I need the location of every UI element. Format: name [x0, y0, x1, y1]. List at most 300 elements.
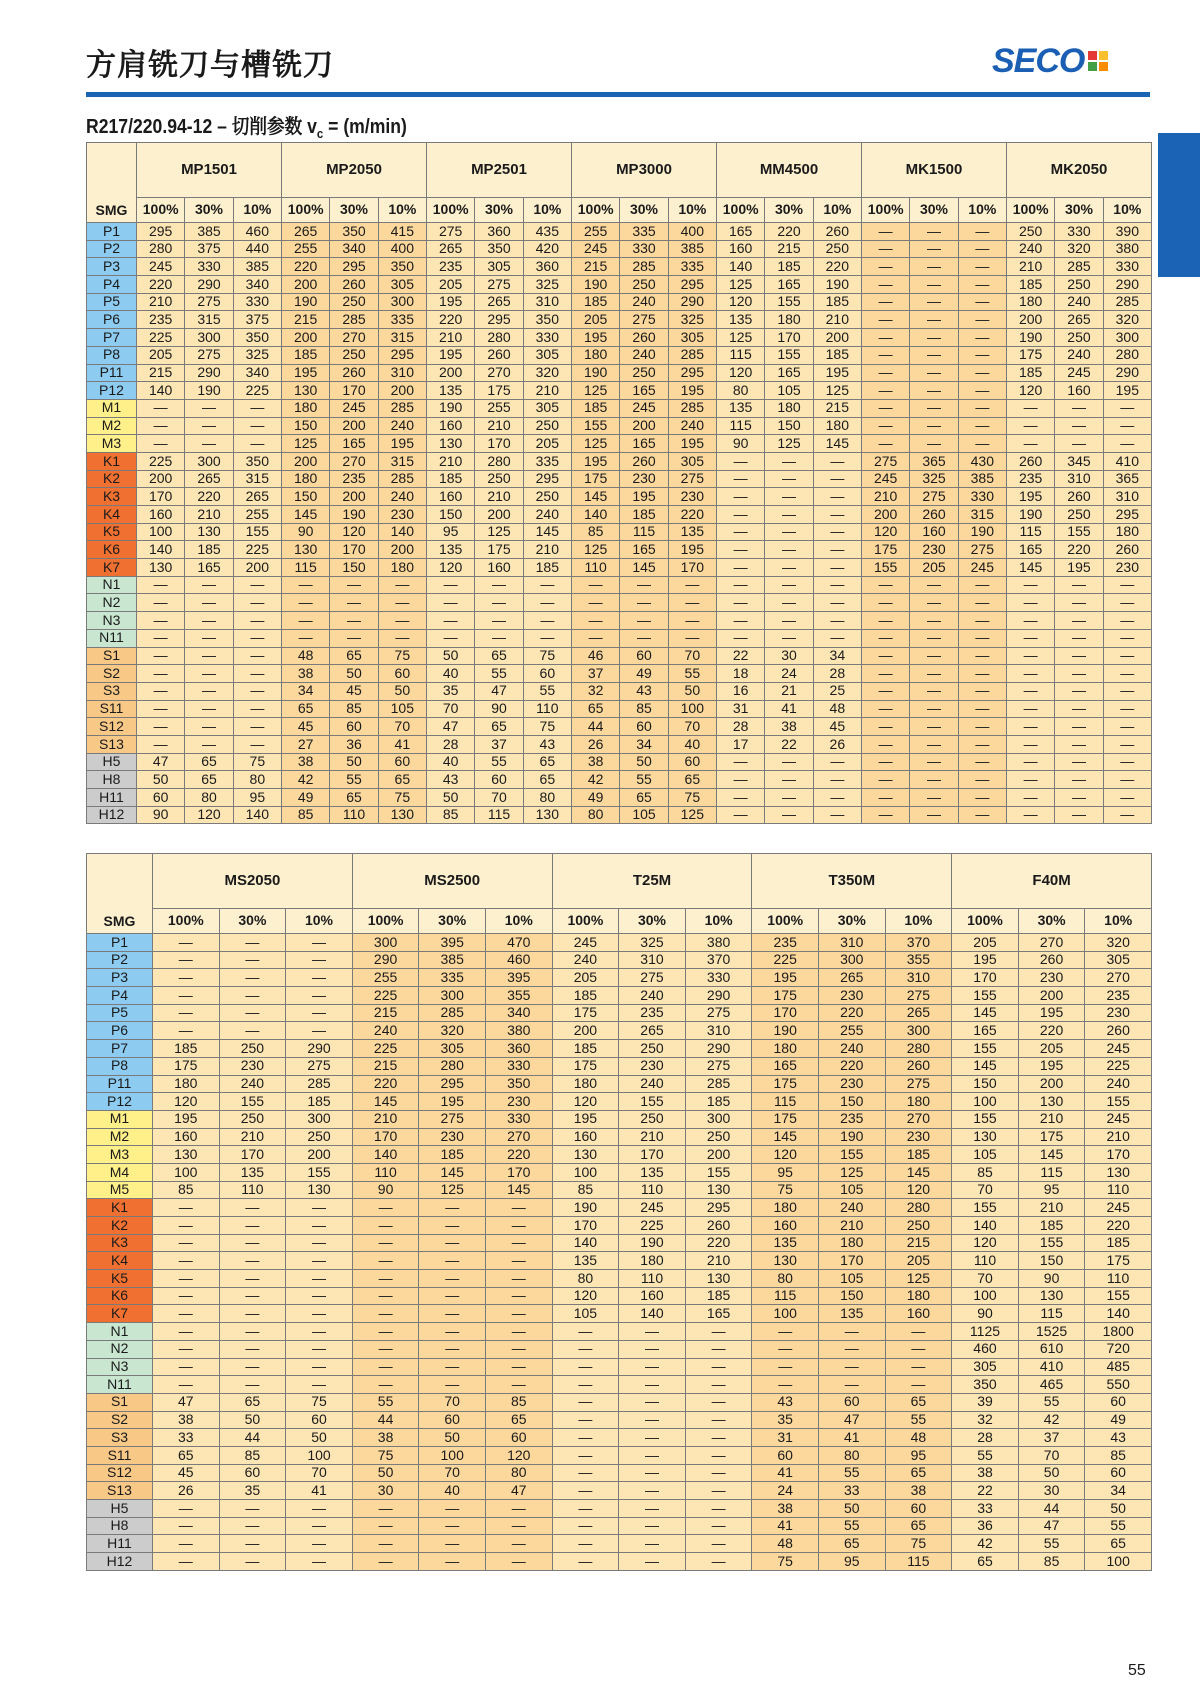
- speed-cell: 65: [185, 771, 233, 789]
- speed-cell: 85: [153, 1181, 220, 1199]
- speed-cell: —: [1006, 399, 1054, 417]
- speed-cell: 275: [619, 969, 686, 987]
- speed-cell: 95: [818, 1553, 885, 1571]
- table-row: [87, 1252, 1152, 1270]
- speed-cell: —: [958, 293, 1006, 311]
- engagement-percent-header: 10%: [286, 909, 353, 934]
- speed-cell: 330: [185, 258, 233, 276]
- speed-cell: —: [885, 1358, 952, 1376]
- engagement-percent-header: 30%: [185, 198, 233, 223]
- smg-cell: P2: [87, 240, 137, 258]
- speed-cell: 270: [885, 1110, 952, 1128]
- speed-cell: 460: [233, 223, 281, 241]
- smg-cell: S3: [87, 682, 137, 700]
- speed-cell: —: [862, 718, 910, 736]
- speed-cell: 150: [427, 506, 475, 524]
- speed-cell: 185: [153, 1040, 220, 1058]
- speed-cell: 130: [1018, 1093, 1085, 1111]
- speed-cell: 60: [523, 665, 571, 683]
- speed-cell: —: [352, 1234, 419, 1252]
- speed-cell: —: [813, 559, 861, 577]
- speed-cell: 120: [752, 1146, 819, 1164]
- speed-cell: —: [765, 789, 813, 807]
- speed-cell: 41: [752, 1464, 819, 1482]
- engagement-percent-header: 30%: [419, 909, 486, 934]
- speed-cell: 205: [885, 1252, 952, 1270]
- speed-cell: 50: [286, 1429, 353, 1447]
- speed-cell: —: [958, 647, 1006, 665]
- speed-cell: 80: [485, 1464, 552, 1482]
- speed-cell: —: [1006, 700, 1054, 718]
- speed-cell: —: [818, 1323, 885, 1341]
- speed-cell: —: [910, 629, 958, 647]
- speed-cell: —: [219, 1500, 286, 1518]
- speed-cell: 195: [1055, 559, 1103, 577]
- speed-cell: —: [1103, 435, 1151, 453]
- speed-cell: —: [620, 576, 668, 594]
- table-row: [87, 1110, 1152, 1128]
- speed-cell: 100: [952, 1287, 1019, 1305]
- speed-cell: 155: [1018, 1234, 1085, 1252]
- speed-cell: 180: [378, 559, 426, 577]
- speed-cell: —: [958, 735, 1006, 753]
- speed-cell: —: [685, 1358, 752, 1376]
- speed-cell: 43: [752, 1393, 819, 1411]
- speed-cell: —: [813, 806, 861, 824]
- speed-cell: —: [153, 1517, 220, 1535]
- speed-cell: —: [352, 1535, 419, 1553]
- speed-cell: 55: [330, 771, 378, 789]
- speed-cell: 375: [185, 240, 233, 258]
- speed-cell: 110: [952, 1252, 1019, 1270]
- speed-cell: —: [717, 629, 765, 647]
- speed-cell: —: [685, 1340, 752, 1358]
- speed-cell: —: [219, 1270, 286, 1288]
- speed-cell: —: [717, 559, 765, 577]
- speed-cell: —: [717, 771, 765, 789]
- speed-cell: —: [419, 1535, 486, 1553]
- speed-cell: —: [1055, 735, 1103, 753]
- speed-cell: —: [233, 735, 281, 753]
- speed-cell: 22: [765, 735, 813, 753]
- speed-cell: 205: [137, 346, 185, 364]
- speed-cell: 350: [475, 240, 523, 258]
- smg-cell: S1: [87, 1393, 153, 1411]
- speed-cell: 125: [717, 329, 765, 347]
- speed-cell: —: [910, 806, 958, 824]
- speed-cell: —: [1055, 789, 1103, 807]
- speed-cell: 40: [427, 665, 475, 683]
- speed-cell: 160: [1055, 382, 1103, 400]
- speed-cell: 185: [765, 258, 813, 276]
- speed-cell: 250: [219, 1040, 286, 1058]
- speed-cell: —: [286, 1234, 353, 1252]
- speed-cell: 110: [1085, 1181, 1152, 1199]
- speed-cell: —: [137, 665, 185, 683]
- speed-cell: 220: [282, 258, 330, 276]
- speed-cell: 120: [552, 1093, 619, 1111]
- speed-cell: —: [1103, 718, 1151, 736]
- engagement-percent-header: 100%: [952, 909, 1019, 934]
- speed-cell: 145: [952, 1004, 1019, 1022]
- speed-cell: —: [286, 987, 353, 1005]
- speed-cell: —: [717, 470, 765, 488]
- speed-cell: 31: [717, 700, 765, 718]
- speed-cell: 210: [427, 452, 475, 470]
- speed-cell: 310: [885, 969, 952, 987]
- speed-cell: —: [958, 594, 1006, 612]
- speed-cell: —: [153, 951, 220, 969]
- speed-cell: —: [1055, 417, 1103, 435]
- speed-cell: —: [286, 1199, 353, 1217]
- speed-cell: 60: [330, 718, 378, 736]
- speed-cell: 300: [1103, 329, 1151, 347]
- table-row: [87, 1093, 1152, 1111]
- engagement-percent-header: 100%: [862, 198, 910, 223]
- speed-cell: —: [233, 629, 281, 647]
- speed-cell: —: [862, 311, 910, 329]
- speed-cell: 125: [885, 1270, 952, 1288]
- speed-cell: 245: [330, 399, 378, 417]
- speed-cell: 155: [765, 293, 813, 311]
- speed-cell: 55: [1085, 1517, 1152, 1535]
- speed-cell: 125: [818, 1163, 885, 1181]
- speed-cell: 60: [485, 1429, 552, 1447]
- speed-cell: 95: [752, 1163, 819, 1181]
- speed-cell: —: [153, 1004, 220, 1022]
- speed-cell: —: [185, 594, 233, 612]
- speed-cell: 155: [1085, 1093, 1152, 1111]
- speed-cell: 41: [752, 1517, 819, 1535]
- speed-cell: 175: [552, 1004, 619, 1022]
- speed-cell: 210: [862, 488, 910, 506]
- speed-cell: 43: [1085, 1429, 1152, 1447]
- speed-cell: 175: [752, 1110, 819, 1128]
- smg-cell: K1: [87, 1199, 153, 1217]
- engagement-percent-header: 100%: [282, 198, 330, 223]
- speed-cell: 360: [475, 223, 523, 241]
- speed-cell: 85: [952, 1163, 1019, 1181]
- speed-cell: 180: [752, 1040, 819, 1058]
- speed-cell: 65: [572, 700, 620, 718]
- speed-cell: 95: [1018, 1181, 1085, 1199]
- speed-cell: 230: [419, 1128, 486, 1146]
- speed-cell: 305: [475, 258, 523, 276]
- page-number: 55: [1128, 1662, 1146, 1679]
- speed-cell: —: [219, 1305, 286, 1323]
- speed-cell: 110: [572, 559, 620, 577]
- speed-cell: 205: [572, 311, 620, 329]
- table-row: [87, 1535, 1152, 1553]
- speed-cell: 135: [717, 311, 765, 329]
- speed-cell: 17: [717, 735, 765, 753]
- speed-cell: 215: [765, 240, 813, 258]
- speed-cell: 135: [427, 382, 475, 400]
- speed-cell: 100: [153, 1163, 220, 1181]
- speed-cell: —: [1103, 806, 1151, 824]
- grade-header: T25M: [552, 854, 752, 909]
- speed-cell: —: [419, 1358, 486, 1376]
- speed-cell: 185: [552, 987, 619, 1005]
- speed-cell: —: [233, 700, 281, 718]
- speed-cell: —: [419, 1517, 486, 1535]
- speed-cell: 720: [1085, 1340, 1152, 1358]
- speed-cell: —: [352, 1340, 419, 1358]
- speed-cell: 210: [427, 329, 475, 347]
- speed-cell: 275: [185, 346, 233, 364]
- speed-cell: —: [910, 594, 958, 612]
- speed-cell: —: [685, 1535, 752, 1553]
- speed-cell: —: [286, 1305, 353, 1323]
- speed-cell: 190: [619, 1234, 686, 1252]
- speed-cell: 215: [137, 364, 185, 382]
- speed-cell: 250: [523, 417, 571, 435]
- speed-cell: 290: [286, 1040, 353, 1058]
- speed-cell: 230: [620, 470, 668, 488]
- speed-cell: 180: [885, 1093, 952, 1111]
- speed-cell: 170: [330, 541, 378, 559]
- speed-cell: 230: [1018, 969, 1085, 987]
- speed-cell: 130: [523, 806, 571, 824]
- speed-cell: 39: [952, 1393, 1019, 1411]
- speed-cell: 260: [1055, 488, 1103, 506]
- smg-cell: H5: [87, 753, 137, 771]
- speed-cell: 200: [286, 1146, 353, 1164]
- speed-cell: —: [958, 311, 1006, 329]
- speed-cell: 175: [862, 541, 910, 559]
- speed-cell: 95: [427, 523, 475, 541]
- speed-cell: 155: [1085, 1287, 1152, 1305]
- speed-cell: 125: [572, 382, 620, 400]
- speed-cell: —: [286, 1376, 353, 1394]
- speed-cell: —: [685, 1446, 752, 1464]
- speed-cell: 350: [233, 329, 281, 347]
- speed-cell: 60: [885, 1500, 952, 1518]
- speed-cell: 165: [620, 435, 668, 453]
- speed-cell: 35: [752, 1411, 819, 1429]
- smg-cell: K2: [87, 470, 137, 488]
- speed-cell: 290: [685, 987, 752, 1005]
- speed-cell: —: [620, 629, 668, 647]
- table-row: [87, 789, 1152, 807]
- speed-cell: —: [427, 612, 475, 630]
- speed-cell: 60: [286, 1411, 353, 1429]
- speed-cell: 250: [619, 1040, 686, 1058]
- speed-cell: 180: [552, 1075, 619, 1093]
- speed-cell: 195: [153, 1110, 220, 1128]
- speed-cell: 200: [862, 506, 910, 524]
- speed-cell: 325: [619, 934, 686, 952]
- speed-cell: 65: [219, 1393, 286, 1411]
- smg-cell: N11: [87, 629, 137, 647]
- smg-cell: S11: [87, 1446, 153, 1464]
- speed-cell: —: [475, 629, 523, 647]
- smg-cell: S12: [87, 718, 137, 736]
- speed-cell: —: [185, 612, 233, 630]
- smg-cell: N2: [87, 594, 137, 612]
- speed-cell: 170: [752, 1004, 819, 1022]
- speed-cell: 460: [952, 1340, 1019, 1358]
- speed-cell: 33: [818, 1482, 885, 1500]
- table-row: [87, 1004, 1152, 1022]
- speed-cell: 145: [523, 523, 571, 541]
- speed-cell: 390: [1103, 223, 1151, 241]
- speed-cell: 210: [619, 1128, 686, 1146]
- speed-cell: —: [219, 1234, 286, 1252]
- speed-cell: —: [619, 1376, 686, 1394]
- speed-cell: 210: [1018, 1199, 1085, 1217]
- speed-cell: 50: [427, 647, 475, 665]
- speed-cell: 235: [619, 1004, 686, 1022]
- speed-cell: 270: [475, 364, 523, 382]
- speed-cell: 155: [952, 987, 1019, 1005]
- speed-cell: 65: [885, 1393, 952, 1411]
- speed-cell: —: [286, 1022, 353, 1040]
- speed-cell: —: [910, 718, 958, 736]
- speed-cell: —: [619, 1411, 686, 1429]
- speed-cell: 55: [1018, 1393, 1085, 1411]
- speed-cell: —: [813, 470, 861, 488]
- speed-cell: —: [185, 665, 233, 683]
- speed-cell: 610: [1018, 1340, 1085, 1358]
- speed-cell: —: [219, 1022, 286, 1040]
- speed-cell: —: [475, 594, 523, 612]
- table-row: [87, 258, 1152, 276]
- speed-cell: 385: [419, 951, 486, 969]
- speed-cell: 240: [219, 1075, 286, 1093]
- speed-cell: 75: [752, 1553, 819, 1571]
- speed-cell: —: [485, 1252, 552, 1270]
- table-row: [87, 293, 1152, 311]
- speed-cell: 285: [668, 346, 716, 364]
- speed-cell: 65: [282, 700, 330, 718]
- speed-cell: 295: [419, 1075, 486, 1093]
- speed-cell: —: [419, 1376, 486, 1394]
- speed-cell: 300: [185, 329, 233, 347]
- speed-cell: 150: [282, 488, 330, 506]
- speed-cell: 70: [427, 700, 475, 718]
- speed-cell: 385: [668, 240, 716, 258]
- speed-cell: —: [1055, 576, 1103, 594]
- speed-cell: 155: [219, 1093, 286, 1111]
- speed-cell: 90: [352, 1181, 419, 1199]
- speed-cell: 200: [378, 541, 426, 559]
- speed-cell: 130: [952, 1128, 1019, 1146]
- speed-cell: 38: [282, 753, 330, 771]
- speed-cell: 41: [818, 1429, 885, 1447]
- speed-cell: —: [862, 789, 910, 807]
- speed-cell: 350: [523, 311, 571, 329]
- speed-cell: 185: [620, 506, 668, 524]
- table-row: [87, 1305, 1152, 1323]
- speed-cell: 125: [668, 806, 716, 824]
- speed-cell: 175: [475, 541, 523, 559]
- speed-cell: 110: [523, 700, 571, 718]
- speed-cell: 70: [1018, 1446, 1085, 1464]
- speed-cell: 210: [523, 382, 571, 400]
- speed-cell: 290: [1103, 276, 1151, 294]
- speed-cell: 195: [1018, 1004, 1085, 1022]
- speed-cell: 220: [1018, 1022, 1085, 1040]
- speed-cell: 380: [485, 1022, 552, 1040]
- speed-cell: —: [219, 951, 286, 969]
- speed-cell: 185: [282, 346, 330, 364]
- speed-cell: 330: [685, 969, 752, 987]
- speed-cell: 185: [523, 559, 571, 577]
- speed-cell: —: [685, 1517, 752, 1535]
- speed-cell: 49: [282, 789, 330, 807]
- speed-cell: 28: [427, 735, 475, 753]
- speed-cell: 205: [1018, 1040, 1085, 1058]
- speed-cell: —: [958, 240, 1006, 258]
- speed-cell: —: [1055, 682, 1103, 700]
- speed-cell: 245: [572, 240, 620, 258]
- speed-cell: 220: [137, 276, 185, 294]
- speed-cell: —: [153, 1340, 220, 1358]
- speed-cell: 250: [620, 276, 668, 294]
- table-row: [87, 934, 1152, 952]
- speed-cell: —: [862, 594, 910, 612]
- table-row: [87, 629, 1152, 647]
- speed-cell: —: [185, 647, 233, 665]
- speed-cell: 50: [330, 753, 378, 771]
- speed-cell: —: [765, 612, 813, 630]
- speed-cell: 120: [717, 293, 765, 311]
- speed-cell: 120: [1006, 382, 1054, 400]
- speed-cell: —: [862, 382, 910, 400]
- speed-cell: —: [352, 1217, 419, 1235]
- smg-header: SMG: [87, 143, 137, 223]
- speed-cell: 140: [619, 1305, 686, 1323]
- speed-cell: 160: [619, 1287, 686, 1305]
- speed-cell: 285: [286, 1075, 353, 1093]
- speed-cell: 185: [1006, 364, 1054, 382]
- speed-cell: —: [765, 594, 813, 612]
- speed-cell: 210: [685, 1252, 752, 1270]
- speed-cell: 280: [475, 452, 523, 470]
- speed-cell: —: [153, 1287, 220, 1305]
- speed-cell: 245: [1085, 1110, 1152, 1128]
- table-row: [87, 417, 1152, 435]
- speed-cell: 210: [1085, 1128, 1152, 1146]
- speed-cell: 235: [137, 311, 185, 329]
- speed-cell: 150: [952, 1075, 1019, 1093]
- speed-cell: 135: [717, 399, 765, 417]
- speed-cell: 185: [419, 1146, 486, 1164]
- speed-cell: —: [1006, 594, 1054, 612]
- speed-cell: 255: [352, 969, 419, 987]
- speed-cell: —: [185, 682, 233, 700]
- speed-cell: 205: [952, 934, 1019, 952]
- speed-cell: —: [619, 1464, 686, 1482]
- speed-cell: 340: [233, 276, 281, 294]
- speed-cell: —: [910, 276, 958, 294]
- speed-cell: —: [1055, 753, 1103, 771]
- speed-cell: —: [419, 1340, 486, 1358]
- speed-cell: 140: [717, 258, 765, 276]
- speed-cell: 160: [427, 488, 475, 506]
- speed-cell: 305: [952, 1358, 1019, 1376]
- speed-cell: 245: [137, 258, 185, 276]
- speed-cell: 70: [952, 1181, 1019, 1199]
- speed-cell: 90: [137, 806, 185, 824]
- speed-cell: 245: [958, 559, 1006, 577]
- table-row: [87, 1517, 1152, 1535]
- speed-cell: 275: [685, 1057, 752, 1075]
- engagement-percent-header: 100%: [752, 909, 819, 934]
- speed-cell: —: [1103, 665, 1151, 683]
- speed-cell: 175: [752, 1075, 819, 1093]
